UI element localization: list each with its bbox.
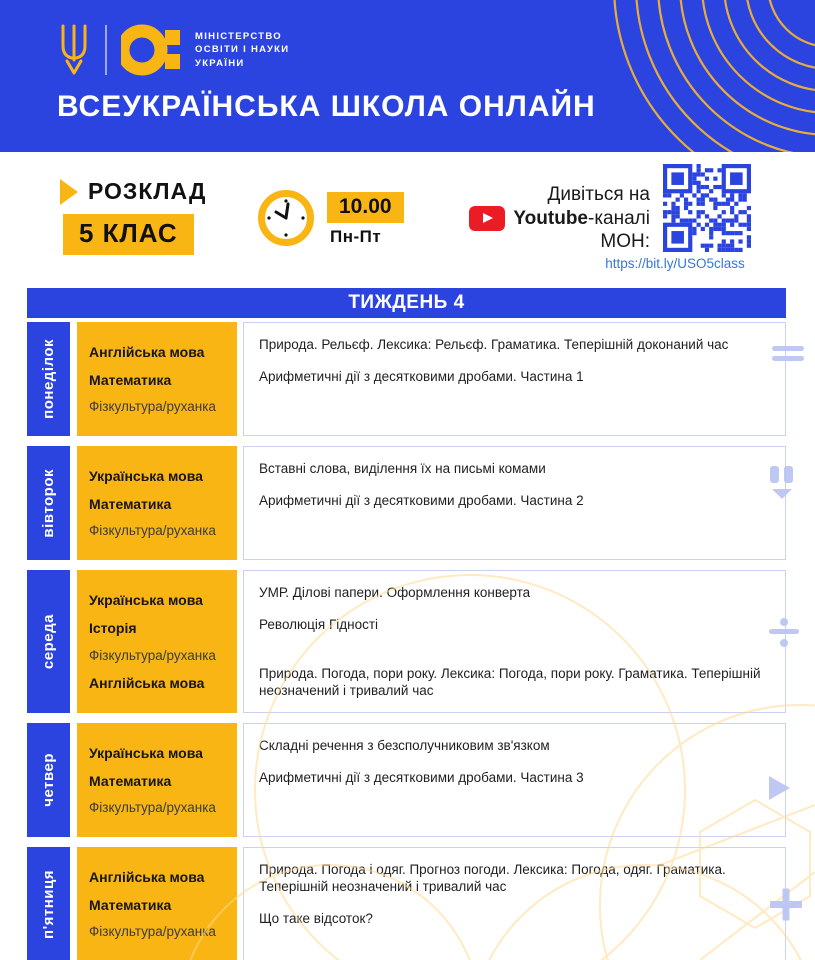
week-title-bar: ТИЖДЕНЬ 4	[27, 288, 786, 318]
subject: Українська мова	[89, 467, 203, 484]
day-cell	[27, 847, 70, 960]
table-row-friday	[27, 847, 786, 960]
topic: Природа. Рельєф. Лексика: Рельєф. Граматика. Теперішній доконаний час	[259, 337, 729, 352]
watch-line3: МОН:	[600, 231, 650, 252]
youtube-brand: Youtube	[513, 207, 588, 229]
subject: Фізкультура/руханка	[89, 924, 216, 940]
youtube-link[interactable]: https://bit.ly/USO5class	[605, 256, 745, 271]
topics-cell	[243, 847, 786, 960]
topics-cell	[243, 570, 786, 713]
subjects-cell	[77, 723, 237, 837]
schedule-label: РОЗКЛАД	[88, 178, 207, 204]
day-cell	[27, 446, 70, 560]
subject: Фізкультура/руханка	[89, 800, 216, 816]
topic: Арифметичні дії з десятковими дробами. Частина 1	[259, 369, 584, 384]
subject: Математика	[89, 896, 172, 913]
subject: Математика	[89, 371, 172, 388]
subject: Математика	[89, 495, 172, 512]
topic: Складні речення з безсполучниковим зв'язком	[259, 738, 550, 753]
youtube-callout	[440, 184, 650, 253]
subject: Фізкультура/руханка	[89, 523, 216, 539]
day-cell	[27, 723, 70, 837]
table-row-thursday	[27, 723, 786, 837]
subject: Англійська мова	[89, 343, 205, 360]
schedule-heading	[60, 178, 206, 205]
mon-o-logo-icon	[121, 23, 181, 77]
subjects-cell	[77, 446, 237, 560]
topic: Природа. Погода, пори року. Лексика: Погода, пори року. Граматика. Теперішній неозначений і тривалий час	[259, 666, 761, 698]
ministry-name	[195, 30, 289, 71]
corner-arcs-decoration	[585, 0, 815, 152]
day-label: п'ятниця	[40, 869, 57, 939]
topic: Арифметичні дії з десятковими дробами. Частина 2	[259, 493, 584, 508]
subjects-cell	[77, 570, 237, 713]
subject: Українська мова	[89, 744, 203, 761]
subject: Фізкультура/руханка	[89, 399, 216, 415]
subject: Англійська мова	[89, 868, 205, 885]
day-cell	[27, 570, 70, 713]
day-label: вівторок	[40, 468, 57, 538]
table-row-tuesday	[27, 446, 786, 560]
day-label: понеділок	[40, 339, 57, 419]
subject: Математика	[89, 772, 172, 789]
watch-line1: Дивіться на	[547, 184, 650, 205]
qr-code	[663, 164, 751, 252]
class-badge: 5 КЛАС	[63, 214, 194, 255]
time-badge: 10.00	[327, 192, 404, 223]
trident-icon	[57, 23, 91, 77]
ministry-line: ОСВІТИ І НАУКИ	[195, 44, 290, 56]
topics-cell	[243, 446, 786, 560]
info-band	[0, 152, 815, 285]
subjects-cell	[77, 322, 237, 436]
topic: Природа. Погода і одяг. Прогноз погоди. Лексика: Погода, одяг. Граматика. Теперішній неозначений і тривалий час	[259, 862, 726, 894]
subject: Фізкультура/руханка	[89, 648, 216, 663]
topic: Що таке відсоток?	[259, 911, 373, 926]
topics-cell	[243, 322, 786, 436]
topics-cell	[243, 723, 786, 837]
youtube-icon	[469, 206, 505, 231]
header	[0, 0, 815, 152]
watch-suffix: -каналі	[588, 207, 650, 229]
day-cell	[27, 322, 70, 436]
subject: Історія	[89, 620, 137, 636]
ministry-line: МІНІСТЕРСТВО	[195, 30, 282, 42]
topic: Революція Гідності	[259, 617, 379, 632]
watch-line2	[513, 208, 650, 230]
logo-divider	[105, 25, 107, 75]
topic: Вставні слова, виділення їх на письмі комами	[259, 461, 546, 476]
schedule-table	[27, 322, 786, 960]
day-label: середа	[40, 613, 57, 670]
weekdays-range: Пн-Пт	[330, 227, 382, 246]
clock-icon	[258, 190, 314, 246]
table-row-wednesday	[27, 570, 786, 713]
subjects-cell	[77, 847, 237, 960]
subject: Англійська мова	[89, 675, 205, 691]
table-row-monday	[27, 322, 786, 436]
subject: Українська мова	[89, 592, 203, 608]
arrow-right-icon	[60, 179, 78, 205]
topic: Арифметичні дії з десятковими дробами. Частина 3	[259, 770, 584, 785]
topic: УМР. Ділові папери. Оформлення конверта	[259, 585, 531, 600]
mon-logo	[57, 22, 289, 78]
ministry-line: УКРАЇНИ	[195, 57, 245, 69]
day-label: четвер	[40, 753, 57, 807]
page-title: ВСЕУКРАЇНСЬКА ШКОЛА ОНЛАЙН	[57, 90, 596, 123]
